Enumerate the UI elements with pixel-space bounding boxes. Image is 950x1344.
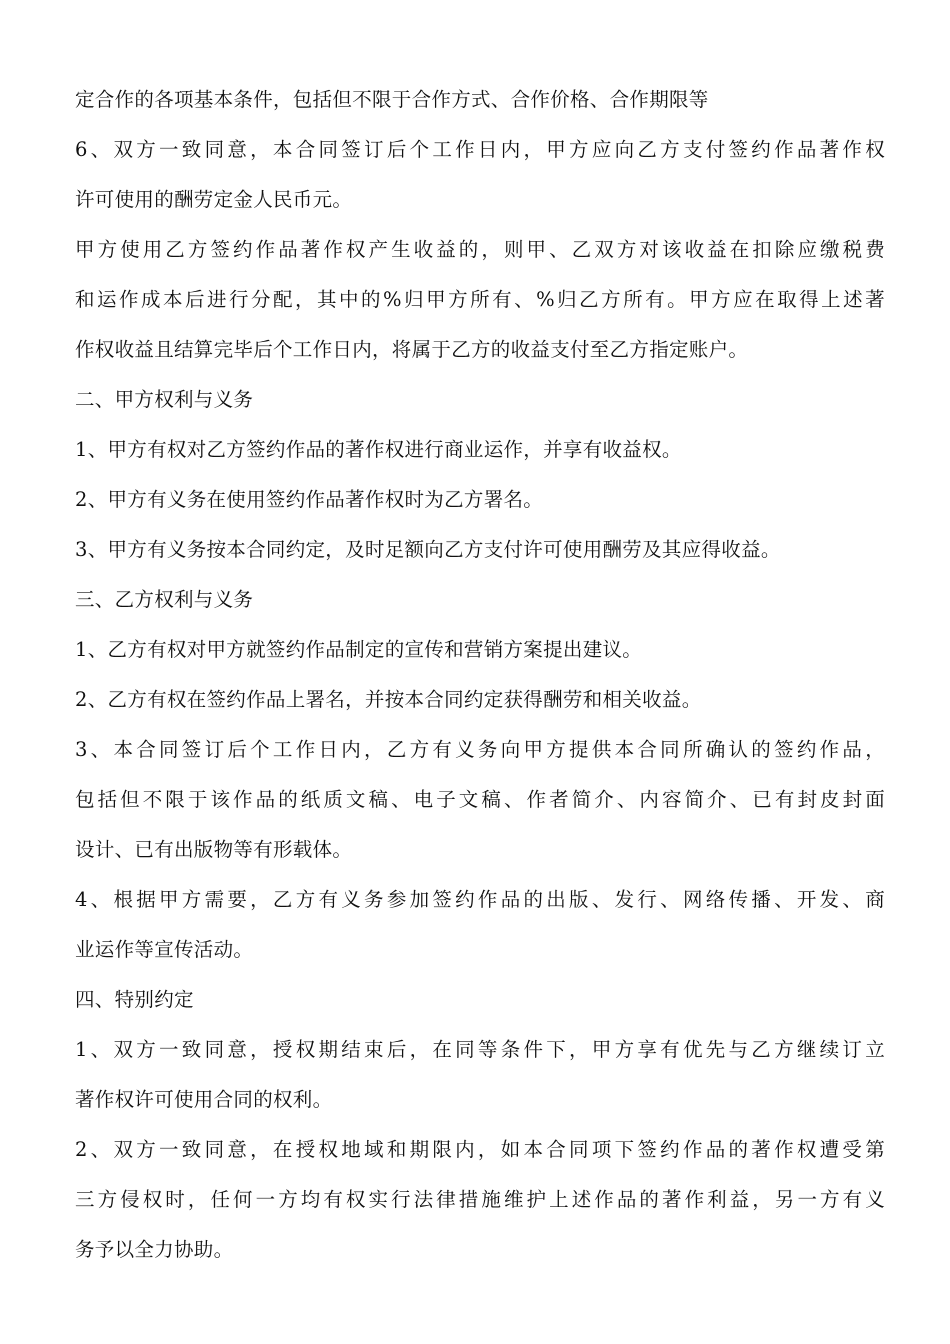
text-line: 3、甲方有义务按本合同约定，及时足额向乙方支付许可使用酬劳及其应得收益。	[75, 538, 781, 561]
text-line: 1、双方一致同意，授权期结束后，在同等条件下，甲方享有优先与乙方继续订立	[75, 1038, 885, 1061]
text-line: 作权收益且结算完毕后个工作日内，将属于乙方的收益支付至乙方指定账户。	[75, 338, 749, 361]
text-line: 1、乙方有权对甲方就签约作品制定的宣传和营销方案提出建议。	[75, 638, 643, 661]
text-line: 2、双方一致同意，在授权地域和期限内，如本合同项下签约作品的著作权遭受第	[75, 1138, 885, 1161]
text-line: 设计、已有出版物等有形载体。	[75, 838, 353, 861]
text-line: 2、甲方有义务在使用签约作品著作权时为乙方署名。	[75, 488, 544, 511]
text-line: 务予以全力协助。	[75, 1238, 234, 1261]
section-heading: 三、乙方权利与义务	[75, 588, 254, 611]
text-line: 2、乙方有权在签约作品上署名，并按本合同约定获得酬劳和相关收益。	[75, 688, 702, 711]
text-line: 三方侵权时，任何一方均有权实行法律措施维护上述作品的著作利益，另一方有义	[75, 1188, 885, 1211]
text-line: 4、根据甲方需要，乙方有义务参加签约作品的出版、发行、网络传播、开发、商	[75, 888, 885, 911]
text-line: 6、双方一致同意，本合同签订后个工作日内，甲方应向乙方支付签约作品著作权	[75, 138, 885, 161]
text-line: 甲方使用乙方签约作品著作权产生收益的，则甲、乙双方对该收益在扣除应缴税费	[75, 238, 885, 261]
text-line: 著作权许可使用合同的权利。	[75, 1088, 333, 1111]
section-heading: 二、甲方权利与义务	[75, 388, 254, 411]
text-line: 定合作的各项基本条件，包括但不限于合作方式、合作价格、合作期限等	[75, 88, 709, 111]
text-line: 许可使用的酬劳定金人民币元。	[75, 188, 353, 211]
section-heading: 四、特别约定	[75, 988, 194, 1011]
text-line: 1、甲方有权对乙方签约作品的著作权进行商业运作，并享有收益权。	[75, 438, 682, 461]
text-line: 3、本合同签订后个工作日内，乙方有义务向甲方提供本合同所确认的签约作品，	[75, 738, 885, 761]
text-line: 和运作成本后进行分配，其中的%归甲方所有、%归乙方所有。甲方应在取得上述著	[75, 288, 885, 311]
text-line: 业运作等宣传活动。	[75, 938, 254, 961]
text-line: 包括但不限于该作品的纸质文稿、电子文稿、作者简介、内容简介、已有封皮封面	[75, 788, 885, 811]
